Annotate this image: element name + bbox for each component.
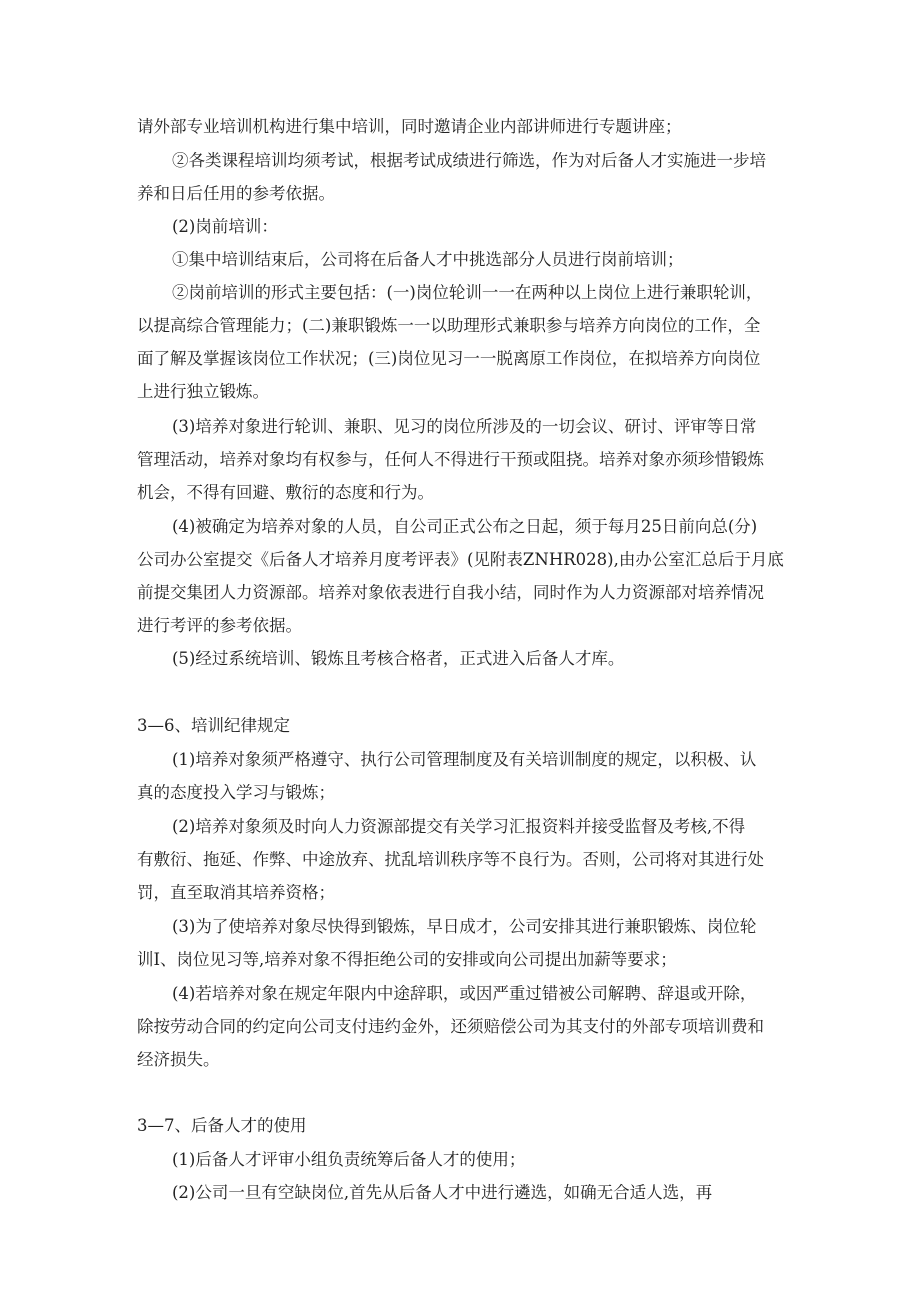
- text-line: ②岗前培训的形式主要包括：(一)岗位轮训一一在两种以上岗位上进行兼职轮训，: [172, 283, 763, 302]
- text-line: 公司办公室提交《后备人才培养月度考评表》(见附表ZNHR028),由办公室汇总后于月底: [137, 550, 784, 569]
- text-line: (1)后备人才评审小组负责统筹后备人才的使用；: [172, 1150, 526, 1169]
- text-line: 以提高综合管理能力；(二)兼职锻炼一一以助理形式兼职参与培养方向岗位的工作，全: [137, 316, 761, 335]
- text-line: (2)培养对象须及时向人力资源部提交有关学习汇报资料并接受监督及考核,不得: [172, 817, 746, 836]
- text-line: 请外部专业培训机构进行集中培训，同时邀请企业内部讲师进行专题讲座；: [137, 117, 682, 136]
- text-line: 经济损失。: [137, 1050, 220, 1069]
- text-line: 进行考评的参考依据。: [137, 616, 302, 635]
- text-line: 养和日后任用的参考依据。: [137, 184, 335, 203]
- text-line: (1)培养对象须严格遵守、执行公司管理制度及有关培训制度的规定，以积极、认: [172, 750, 757, 769]
- text-line: ②各类课程培训均须考试，根据考试成绩进行筛选，作为对后备人才实施进一步培: [172, 151, 766, 170]
- text-line: ①集中培训结束后，公司将在后备人才中挑选部分人员进行岗前培训；: [172, 250, 684, 269]
- text-line: (3)为了使培养对象尽快得到锻炼，早日成才，公司安排其进行兼职锻炼、岗位轮: [172, 917, 757, 936]
- section-heading: 3—6、培训纪律规定: [137, 716, 290, 735]
- text-line: 上进行独立锻炼。: [137, 382, 269, 401]
- text-line: 训I、岗位见习等,培养对象不得拒绝公司的安排或向公司提出加薪等要求；: [137, 950, 677, 969]
- text-line: 机会，不得有回避、敷衍的态度和行为。: [137, 483, 434, 502]
- text-line: 管理活动，培养对象均有权参与，任何人不得进行干预或阻挠。培养对象亦须珍惜锻炼: [137, 450, 764, 469]
- text-line: (5)经过系统培训、锻炼且考核合格者，正式进入后备人才库。: [172, 649, 625, 668]
- text-line: 面了解及掌握该岗位工作状况；(三)岗位见习一一脱离原工作岗位，在拟培养方向岗位: [137, 349, 761, 368]
- text-line: (4)被确定为培养对象的人员，自公司正式公布之日起，须于每月25日前向总(分): [172, 517, 758, 536]
- text-line: 前提交集团人力资源部。培养对象依表进行自我小结，同时作为人力资源部对培养情况: [137, 583, 764, 602]
- text-line: (4)若培养对象在规定年限内中途辞职，或因严重过错被公司解聘、辞退或开除，: [172, 984, 757, 1003]
- text-line: (2)公司一旦有空缺岗位,首先从后备人才中进行遴选，如确无合适人选，再: [172, 1183, 713, 1202]
- text-line: (3)培养对象进行轮训、兼职、见习的岗位所涉及的一切会议、研讨、评审等日常: [172, 417, 757, 436]
- text-line: 真的态度投入学习与锻炼；: [137, 783, 335, 802]
- text-line: 除按劳动合同的约定向公司支付违约金外，还须赔偿公司为其支付的外部专项培训费和: [137, 1017, 764, 1036]
- text-line: 有敷衍、拖延、作弊、中途放弃、扰乱培训秩序等不良行为。否则，公司将对其进行处: [137, 850, 764, 869]
- text-line: 罚，直至取消其培养资格；: [137, 883, 335, 902]
- section-heading: 3—7、后备人才的使用: [137, 1116, 307, 1135]
- text-line: (2)岗前培训：: [172, 217, 278, 236]
